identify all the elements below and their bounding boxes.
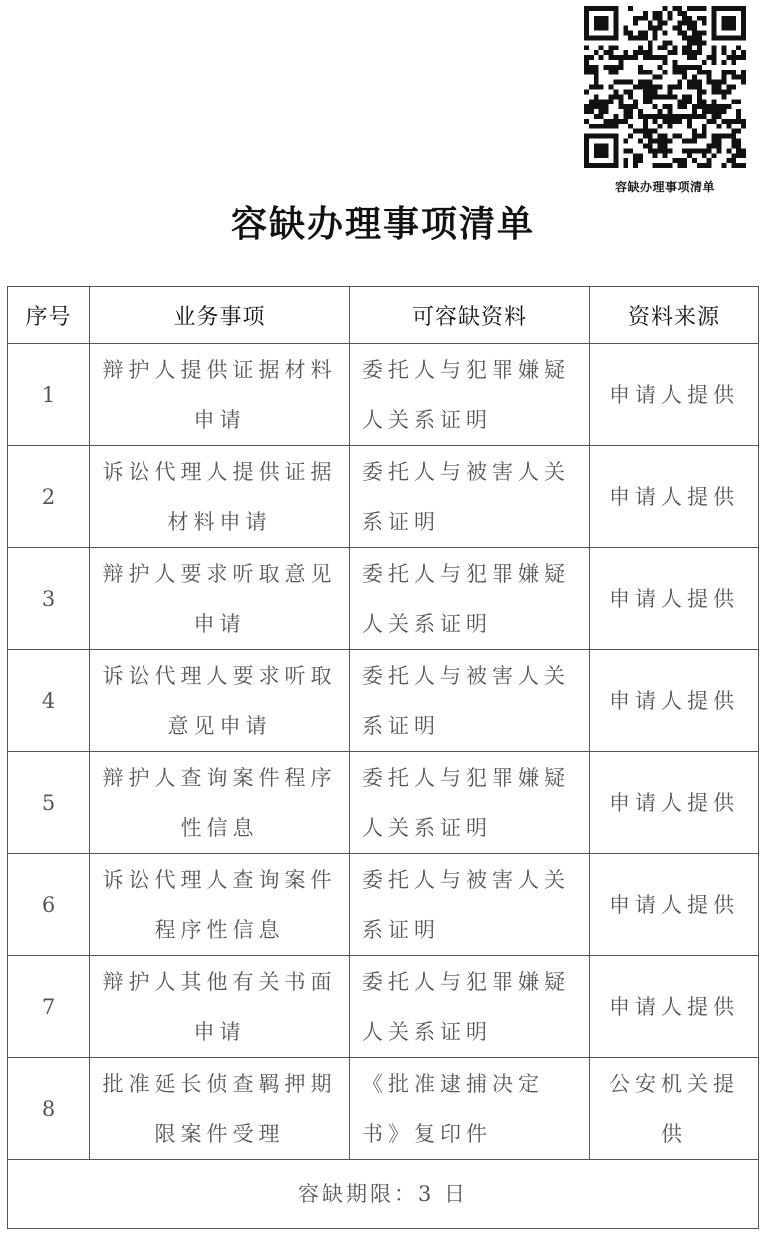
row-no: 6 xyxy=(8,854,90,956)
row-source: 公安机关提供 xyxy=(590,1058,759,1160)
items-table xyxy=(7,286,759,1229)
row-doc: 委托人与被害人关系证明 xyxy=(350,650,590,752)
row-source: 申请人提供 xyxy=(590,548,759,650)
table-row xyxy=(8,752,759,854)
row-source: 申请人提供 xyxy=(590,752,759,854)
row-doc: 《批准逮捕决定书》复印件 xyxy=(350,1058,590,1160)
table-row xyxy=(8,956,759,1058)
qr-caption: 容缺办理事项清单 xyxy=(614,180,715,194)
header-doc: 可容缺资料 xyxy=(350,287,590,344)
row-item: 辩护人提供证据材料申请 xyxy=(90,344,350,446)
row-item: 诉讼代理人要求听取意见申请 xyxy=(90,650,350,752)
row-source: 申请人提供 xyxy=(590,956,759,1058)
deadline-note: 容缺期限：3 日 xyxy=(8,1160,759,1229)
table-row xyxy=(8,446,759,548)
table-header-row xyxy=(8,287,759,344)
table-row xyxy=(8,344,759,446)
row-item: 辩护人其他有关书面申请 xyxy=(90,956,350,1058)
table-row xyxy=(8,548,759,650)
header-no: 序号 xyxy=(8,287,90,344)
row-doc: 委托人与被害人关系证明 xyxy=(350,446,590,548)
table-row xyxy=(8,854,759,956)
row-no: 2 xyxy=(8,446,90,548)
row-no: 8 xyxy=(8,1058,90,1160)
row-source: 申请人提供 xyxy=(590,344,759,446)
row-no: 1 xyxy=(8,344,90,446)
row-item: 诉讼代理人查询案件程序性信息 xyxy=(90,854,350,956)
header-source: 资料来源 xyxy=(590,287,759,344)
row-no: 5 xyxy=(8,752,90,854)
row-no: 4 xyxy=(8,650,90,752)
row-source: 申请人提供 xyxy=(590,650,759,752)
table-row xyxy=(8,650,759,752)
row-item: 诉讼代理人提供证据材料申请 xyxy=(90,446,350,548)
row-item: 辩护人要求听取意见申请 xyxy=(90,548,350,650)
row-source: 申请人提供 xyxy=(590,446,759,548)
row-doc: 委托人与被害人关系证明 xyxy=(350,854,590,956)
table-row xyxy=(8,1058,759,1160)
header-item: 业务事项 xyxy=(90,287,350,344)
row-doc: 委托人与犯罪嫌疑人关系证明 xyxy=(350,956,590,1058)
row-item: 批准延长侦查羁押期限案件受理 xyxy=(90,1058,350,1160)
qr-code-block xyxy=(582,6,748,195)
page-title: 容缺办理事项清单 xyxy=(230,204,535,245)
row-doc: 委托人与犯罪嫌疑人关系证明 xyxy=(350,344,590,446)
row-doc: 委托人与犯罪嫌疑人关系证明 xyxy=(350,752,590,854)
row-no: 3 xyxy=(8,548,90,650)
table-footer-row xyxy=(8,1160,759,1229)
row-no: 7 xyxy=(8,956,90,1058)
row-doc: 委托人与犯罪嫌疑人关系证明 xyxy=(350,548,590,650)
row-source: 申请人提供 xyxy=(590,854,759,956)
row-item: 辩护人查询案件程序性信息 xyxy=(90,752,350,854)
qr-code-icon xyxy=(584,6,746,168)
